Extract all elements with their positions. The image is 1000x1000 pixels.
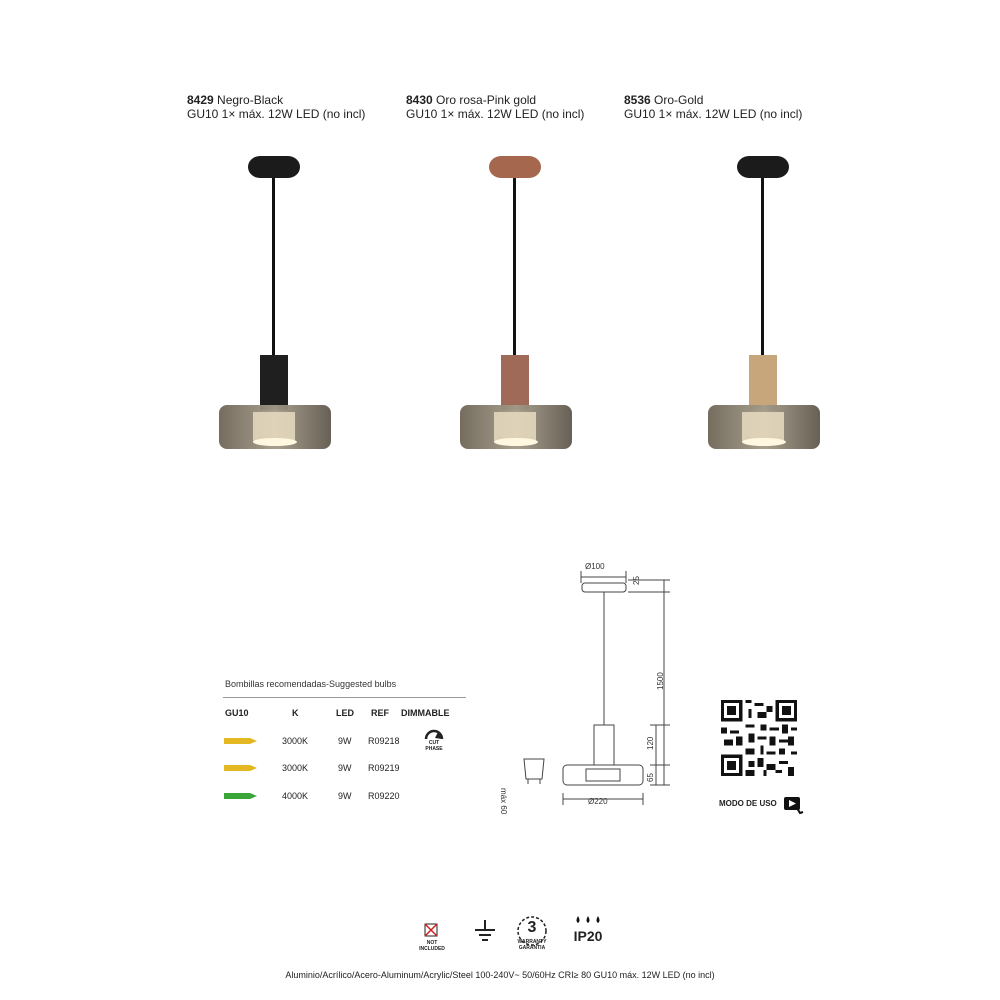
footer-spec: Aluminio/Acrílico/Acero-Aluminum/Acrylic/Steel 100-240V~ 50/60Hz CRI≥ 80 GU10 máx. 12W LED (no incl) — [285, 970, 715, 980]
earth-ground-icon — [472, 918, 498, 944]
canopy-shape — [248, 156, 300, 178]
bulb-k: 3000K — [282, 736, 309, 746]
header-k: K — [292, 708, 299, 718]
product-name: Oro-Gold — [654, 93, 704, 107]
header-dimmable: DIMMABLE — [401, 708, 450, 718]
bulb-ref: R09220 — [368, 791, 400, 801]
bulb-not-included-icon — [414, 922, 450, 950]
cut-phase-label: CUT PHASE — [425, 740, 443, 752]
warranty-text: WARRANTY GARANTIA — [517, 939, 547, 951]
cut-phase-icon — [422, 727, 446, 751]
product-code: 8430 — [406, 93, 433, 107]
dim-cable-length: 1500 — [656, 672, 665, 690]
header-led: LED — [336, 708, 354, 718]
video-play-icon[interactable] — [783, 796, 805, 816]
qr-label: MODO DE USO — [719, 799, 777, 808]
divider — [223, 697, 466, 698]
product-caption-8536 — [624, 93, 802, 121]
product-caption-8430 — [406, 93, 584, 121]
product-spec: GU10 1× máx. 12W LED (no incl) — [406, 107, 585, 121]
bulb-k: 3000K — [282, 763, 309, 773]
bulb-ref: R09219 — [368, 763, 400, 773]
product-name: Negro-Black — [217, 93, 284, 107]
header-gu10: GU10 — [225, 708, 249, 718]
product-spec: GU10 1× máx. 12W LED (no incl) — [624, 107, 803, 121]
bulbs-title: Bombillas recomendadas-Suggested bulbs — [225, 679, 397, 689]
warranty-years: 3 — [527, 919, 537, 936]
product-spec: GU10 1× máx. 12W LED (no incl) — [187, 107, 366, 121]
pendant-lamp-image — [704, 150, 824, 460]
header-ref: REF — [371, 708, 389, 718]
dim-shade-height: 65 — [646, 773, 655, 782]
bulb-color-bar — [224, 737, 258, 745]
bulb-led: 9W — [338, 763, 352, 773]
not-included-label: NOT INCLUDED — [419, 940, 445, 952]
lamp-body — [260, 355, 288, 410]
bulb-led: 9W — [338, 791, 352, 801]
bulb-ref: R09218 — [368, 736, 400, 746]
bulb-led: 9W — [338, 736, 352, 746]
product-code: 8536 — [624, 93, 651, 107]
qr-code[interactable] — [721, 700, 797, 776]
dim-shade-diameter: Ø220 — [588, 797, 608, 806]
dim-body-height: 120 — [646, 736, 655, 750]
pendant-lamp-image — [456, 150, 576, 460]
bulb-k: 4000K — [282, 791, 309, 801]
product-caption-8429 — [187, 93, 365, 121]
dim-canopy-diameter: Ø100 — [585, 562, 605, 571]
dim-bulb: máx 60 — [499, 788, 508, 815]
ip-rating-label: IP20 — [573, 928, 603, 944]
product-name: Oro rosa-Pink gold — [436, 93, 537, 107]
dim-canopy-height: 25 — [632, 576, 641, 585]
bulb-color-bar — [224, 764, 258, 772]
product-code: 8429 — [187, 93, 214, 107]
ip-rating-icon — [568, 914, 608, 950]
warranty-badge — [514, 914, 550, 950]
bulb-color-bar — [224, 792, 258, 800]
pendant-lamp-image — [215, 150, 335, 460]
